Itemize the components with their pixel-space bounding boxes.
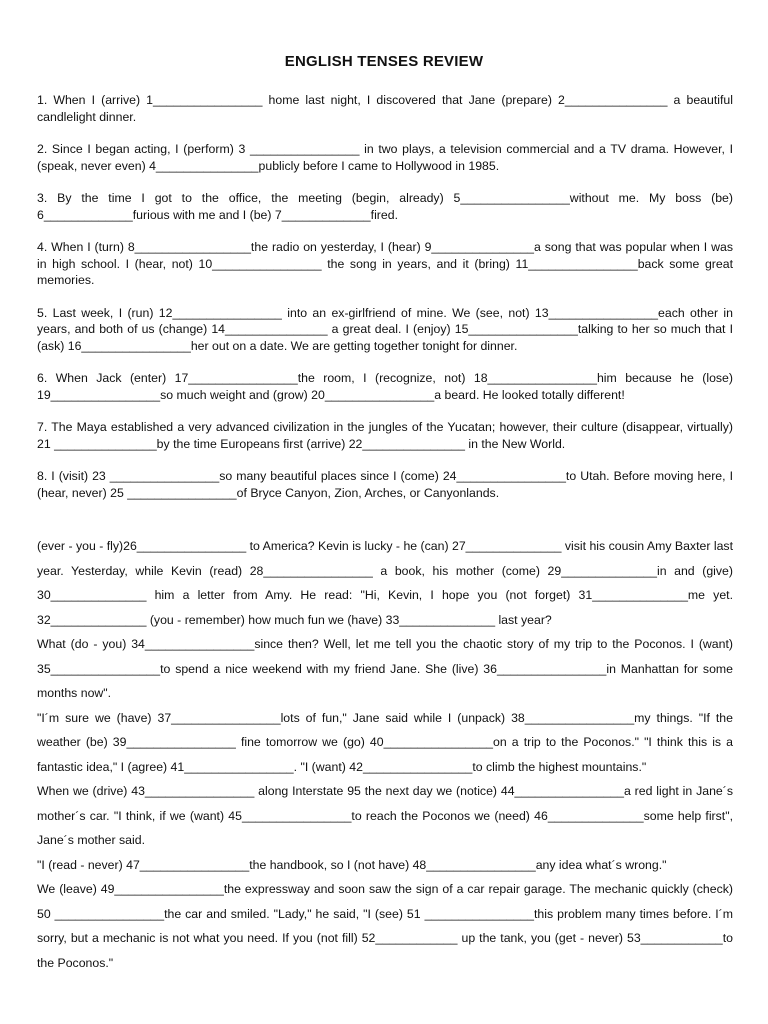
story-paragraph-5: "I (read - never) 47________________the handbook, so I (not have) 48________________any idea what´s wrong." (37, 857, 667, 872)
story-paragraph-4: When we (drive) 43________________ along Interstate 95 the next day we (notice) 44________________a red light in Jane´s mother´s car. "I think, if we (want) 45________________to reach the Poconos we (need) 46______________some help first", Jane´s mother said. (37, 784, 733, 847)
question-6: 6. When Jack (enter) 17________________the room, I (recognize, not) 18________________him because he (lose) 19________________so much weight and (grow) 20________________a beard. He looked totally different! (37, 371, 733, 402)
story-paragraph-3: "I´m sure we (have) 37________________lots of fun," Jane said while I (unpack) 38________________my things. "If the weather (be) 39________________ fine tomorrow we (go) 40________________on a trip to the Poconos." "I think this is a fantastic idea," I (agree) 41________________. "I (want) 42________________to climb the highest mountains." (37, 710, 733, 774)
numbered-questions (37, 92, 733, 517)
question-1: 1. When I (arrive) 1________________ home last night, I discovered that Jane (prepare) 2_______________ a beautiful candlelight dinner. (37, 93, 733, 124)
question-8: 8. I (visit) 23 ________________so many beautiful places since I (come) 24________________to Utah. Before moving here, I (hear, never) 25 ________________of Bryce Canyon, Zion, Arches, or Canyonlands. (37, 469, 733, 500)
question-4: 4. When I (turn) 8_________________the radio on yesterday, I (hear) 9_______________a song that was popular when I was in high school. I (hear, not) 10________________ the song in years, and it (bring) 11________________back some great memories. (37, 240, 733, 287)
story-paragraph-6: We (leave) 49________________the expressway and soon saw the sign of a car repair garage. The mechanic quickly (check) 50 ________________the car and smiled. "Lady," he said, "I (see) 51 ________________this problem many times before. I´m sorry, but a mechanic is not what you need. If you (not fill) 52____________ up the tank, you (get - never) 53____________to the Poconos." (37, 882, 733, 970)
page-title: ENGLISH TENSES REVIEW (284, 53, 484, 70)
question-3: 3. By the time I got to the office, the meeting (begin, already) 5________________without me. My boss (be) 6_____________furious with me and I (be) 7_____________fired. (37, 191, 733, 222)
story-paragraph-1: (ever - you - fly)26________________ to America? Kevin is lucky - he (can) 27______________ visit his cousin Amy Baxter last year. Yesterday, while Kevin (read) 28________________ a book, his mother (come) 29______________in and (give) 30______________ him a letter from Amy. He read: "Hi, Kevin, I hope you (not forget) 31______________me yet. 32______________ (you - remember) how much fun we (have) 33______________ last year? (37, 539, 733, 627)
question-5: 5. Last week, I (run) 12________________ into an ex-girlfriend of mine. We (see, not) 13________________each other in years, and both of us (change) 14_______________ a great deal. I (enjoy) 15________________talking to her so much that I (ask) 16________________her out on a date. We are getting together tonight for dinner. (37, 305, 733, 353)
story-paragraph-2: What (do - you) 34________________since then? Well, let me tell you the chaotic story of my trip to the Poconos. I (want) 35________________to spend a nice weekend with my friend Jane. She (live) 36________________in Manhattan for some months now". (37, 637, 733, 700)
question-7: 7. The Maya established a very advanced civilization in the jungles of the Yucatan; however, their culture (disappear, virtually) 21 _______________by the time Europeans first (arrive) 22_______________ in the New World. (37, 420, 733, 451)
question-2: 2. Since I began acting, I (perform) 3 ________________ in two plays, a television commercial and a TV drama. However, I (speak, never even) 4_______________publicly before I came to Hollywood in 1985. (37, 142, 733, 173)
story-exercise (37, 534, 733, 975)
